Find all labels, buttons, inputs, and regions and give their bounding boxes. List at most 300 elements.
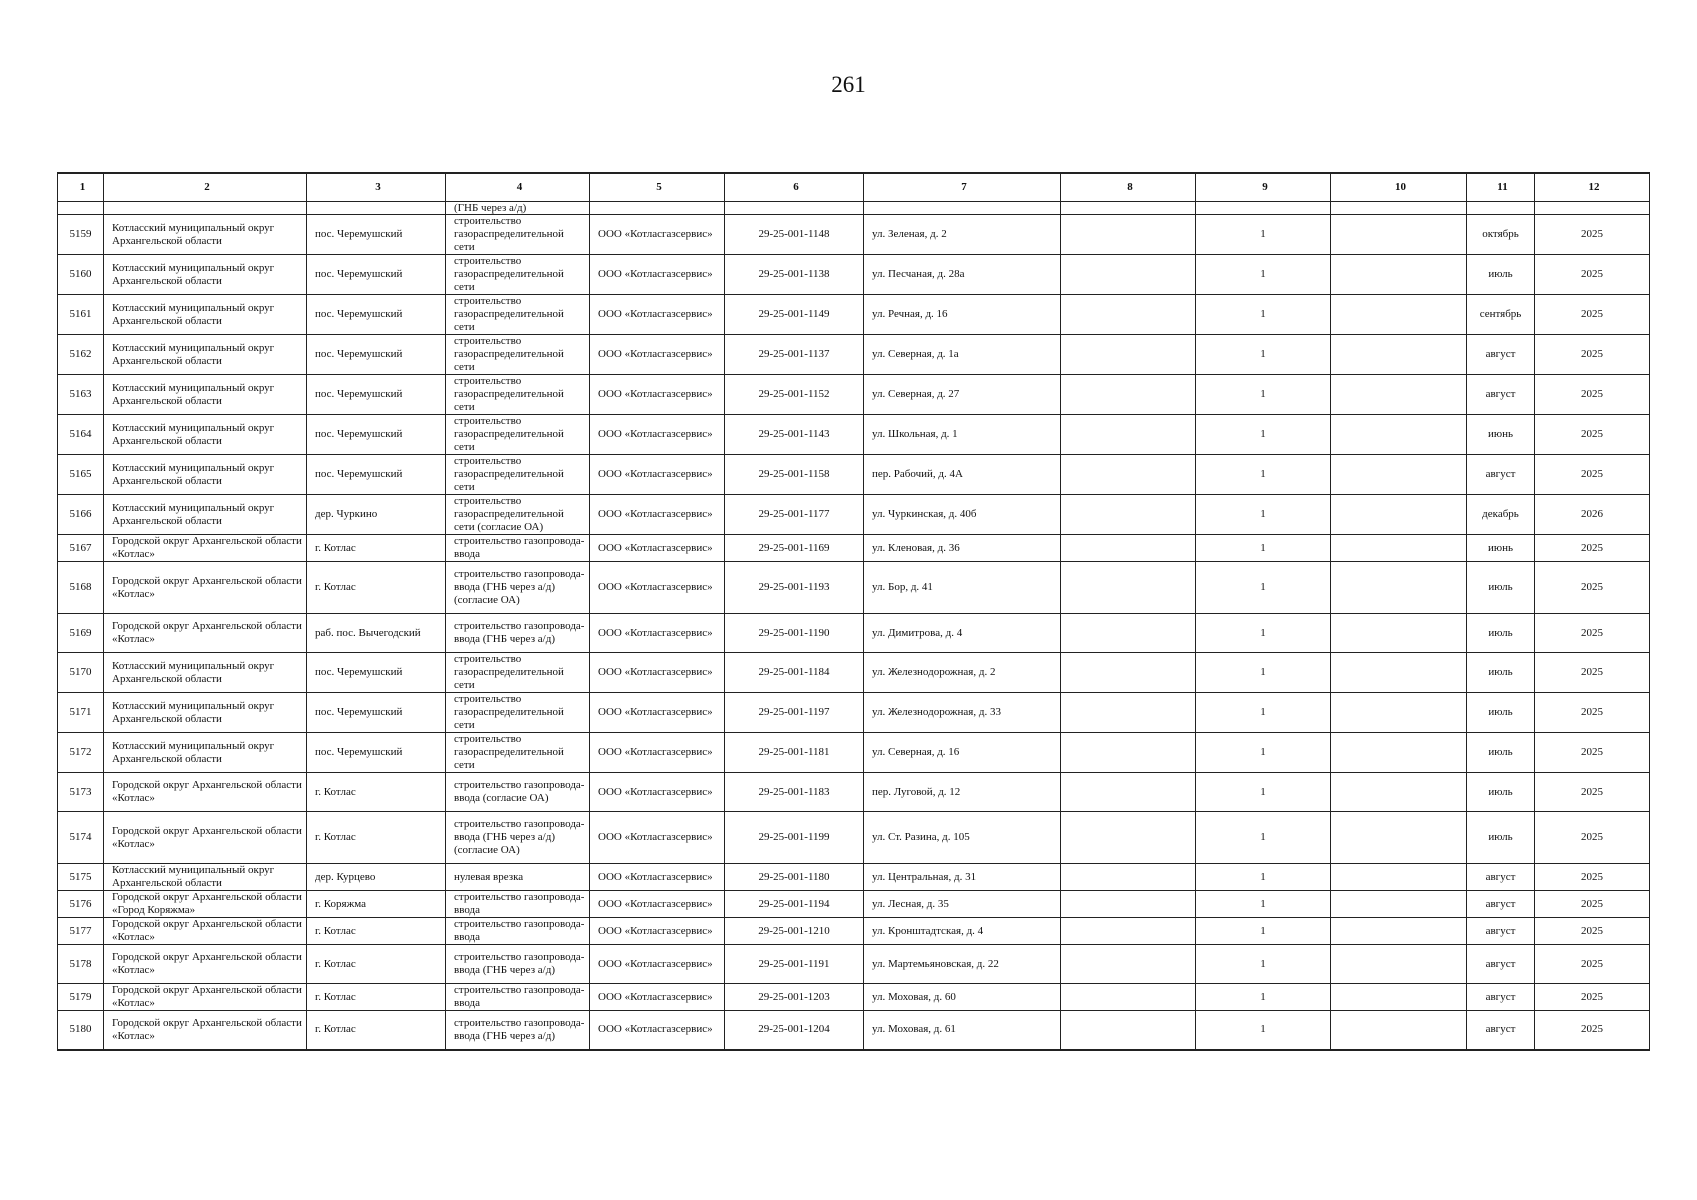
table-cell-n: 5161 <box>58 295 104 335</box>
table-cell-code: 29-25-001-1184 <box>725 653 864 693</box>
table-cell-org: ООО «Котласгазсервис» <box>590 945 725 984</box>
table-cell-c8 <box>1061 891 1196 918</box>
table-cell-district: Котласский муниципальный округ Архангельской области <box>104 255 307 295</box>
table-cell-district: Котласский муниципальный округ Архангельской области <box>104 864 307 891</box>
table-cell-settlement: дер. Чуркино <box>307 495 446 535</box>
table-cell-c10 <box>1331 415 1467 455</box>
table-cell-c9: 1 <box>1196 945 1331 984</box>
table-cell-settlement: пос. Черемушский <box>307 375 446 415</box>
table-cell-work: строительство газопровода-ввода (ГНБ через а/д) <box>446 1011 590 1050</box>
table-cell-settlement: г. Котлас <box>307 984 446 1011</box>
table-cell-org: ООО «Котласгазсервис» <box>590 918 725 945</box>
table-cell-org: ООО «Котласгазсервис» <box>590 335 725 375</box>
table-row <box>58 255 1650 295</box>
table-cell-year: 2025 <box>1535 812 1650 864</box>
table-cell-work: строительство газопровода-ввода (ГНБ через а/д) <box>446 614 590 653</box>
table-cell-c8 <box>1061 215 1196 255</box>
table-row <box>58 562 1650 614</box>
table-cell-work: строительство газопровода-ввода <box>446 984 590 1011</box>
col-header: 3 <box>307 173 446 202</box>
table-row <box>58 812 1650 864</box>
table-cell-work: строительство газопровода-ввода (согласие ОА) <box>446 773 590 812</box>
table-cell-year: 2025 <box>1535 733 1650 773</box>
table-cell-org: ООО «Котласгазсервис» <box>590 614 725 653</box>
table-cell-year: 2025 <box>1535 891 1650 918</box>
table-cell-c8 <box>1061 415 1196 455</box>
table-cell-c10 <box>1331 215 1467 255</box>
table-cell-c10 <box>1331 495 1467 535</box>
table-cell-c10 <box>1331 945 1467 984</box>
table-cell-year: 2025 <box>1535 773 1650 812</box>
table-cell-year: 2025 <box>1535 415 1650 455</box>
table-cell-c8 <box>1061 864 1196 891</box>
table-cell-address: ул. Лесная, д. 35 <box>864 891 1061 918</box>
table-cell-c9: 1 <box>1196 812 1331 864</box>
table-cell-c10 <box>1331 864 1467 891</box>
table-cell-c10 <box>1331 984 1467 1011</box>
table-cell-work: строительство газораспределительной сети <box>446 653 590 693</box>
table-cell-code: 29-25-001-1197 <box>725 693 864 733</box>
table-row <box>58 455 1650 495</box>
table-cell-c9: 1 <box>1196 733 1331 773</box>
table-row <box>58 945 1650 984</box>
table-cell-c10 <box>1331 614 1467 653</box>
table-cell-district: Котласский муниципальный округ Архангельской области <box>104 455 307 495</box>
table-cell <box>1467 202 1535 215</box>
gasification-table <box>57 172 1650 1051</box>
table-cell-c10 <box>1331 1011 1467 1050</box>
table-row <box>58 614 1650 653</box>
table-cell-district: Котласский муниципальный округ Архангельской области <box>104 335 307 375</box>
table-cell-c10 <box>1331 375 1467 415</box>
table-cell-settlement: пос. Черемушский <box>307 693 446 733</box>
table-cell-settlement: дер. Курцево <box>307 864 446 891</box>
table-cell-year: 2025 <box>1535 535 1650 562</box>
table-cell-month: август <box>1467 375 1535 415</box>
table-cell-district: Котласский муниципальный округ Архангельской области <box>104 733 307 773</box>
table-cell-month: август <box>1467 864 1535 891</box>
table-cell-work: строительство газораспределительной сети <box>446 215 590 255</box>
table-cell-month: июль <box>1467 693 1535 733</box>
col-header: 1 <box>58 173 104 202</box>
table-cell-work: строительство газораспределительной сети <box>446 255 590 295</box>
table-cell-n: 5179 <box>58 984 104 1011</box>
table-row <box>58 1011 1650 1050</box>
table-cell-work: строительство газораспределительной сети <box>446 335 590 375</box>
table-cell-code: 29-25-001-1183 <box>725 773 864 812</box>
table-cell-address: ул. Песчаная, д. 28а <box>864 255 1061 295</box>
table-cell-org: ООО «Котласгазсервис» <box>590 415 725 455</box>
table-row <box>58 773 1650 812</box>
table-cell-address: ул. Моховая, д. 60 <box>864 984 1061 1011</box>
table-cell-org: ООО «Котласгазсервис» <box>590 773 725 812</box>
table-row <box>58 335 1650 375</box>
table-cell-org: ООО «Котласгазсервис» <box>590 455 725 495</box>
table-cell-month: июнь <box>1467 415 1535 455</box>
table-cell-c9: 1 <box>1196 864 1331 891</box>
table-cell-district: Городской округ Архангельской области «Котлас» <box>104 812 307 864</box>
table-cell-org: ООО «Котласгазсервис» <box>590 295 725 335</box>
table-cell-c9: 1 <box>1196 255 1331 295</box>
table-cell-org: ООО «Котласгазсервис» <box>590 1011 725 1050</box>
table-cell-address: ул. Северная, д. 1а <box>864 335 1061 375</box>
table-cell-org: ООО «Котласгазсервис» <box>590 984 725 1011</box>
table-cell-code: 29-25-001-1148 <box>725 215 864 255</box>
table-cell-address: ул. Кленовая, д. 36 <box>864 535 1061 562</box>
table-cell-district: Городской округ Архангельской области «Котлас» <box>104 773 307 812</box>
col-header: 5 <box>590 173 725 202</box>
table-row <box>58 415 1650 455</box>
table-cell-year: 2025 <box>1535 335 1650 375</box>
table-cell-year: 2025 <box>1535 255 1650 295</box>
table-cell <box>725 202 864 215</box>
table-cell-district: Городской округ Архангельской области «Котлас» <box>104 614 307 653</box>
table-cell-c10 <box>1331 918 1467 945</box>
table-cell <box>1196 202 1331 215</box>
table-cell-settlement: г. Котлас <box>307 773 446 812</box>
table-cell-settlement: пос. Черемушский <box>307 415 446 455</box>
table-cell-address: ул. Чуркинская, д. 40б <box>864 495 1061 535</box>
table-cell-n: 5180 <box>58 1011 104 1050</box>
table-cell-settlement: г. Котлас <box>307 1011 446 1050</box>
col-header: 11 <box>1467 173 1535 202</box>
table-cell-month: октябрь <box>1467 215 1535 255</box>
table-row <box>58 733 1650 773</box>
table-cell-address: ул. Северная, д. 16 <box>864 733 1061 773</box>
table-cell-address: ул. Центральная, д. 31 <box>864 864 1061 891</box>
table-cell-district: Городской округ Архангельской области «Котлас» <box>104 562 307 614</box>
table-cell-c9: 1 <box>1196 455 1331 495</box>
table-row <box>58 535 1650 562</box>
table-cell-c9: 1 <box>1196 215 1331 255</box>
table-row <box>58 653 1650 693</box>
table-cell-address: ул. Железнодорожная, д. 2 <box>864 653 1061 693</box>
table-cell-c10 <box>1331 733 1467 773</box>
table-cell-district: Городской округ Архангельской области «Город Коряжма» <box>104 891 307 918</box>
table-cell-n: 5172 <box>58 733 104 773</box>
table-cell-n: 5171 <box>58 693 104 733</box>
table-cell-address: ул. Северная, д. 27 <box>864 375 1061 415</box>
header-row <box>58 173 1650 202</box>
table-cell-c10 <box>1331 653 1467 693</box>
table-cell-org: ООО «Котласгазсервис» <box>590 535 725 562</box>
table-cell-code: 29-25-001-1204 <box>725 1011 864 1050</box>
table-cell-c8 <box>1061 984 1196 1011</box>
table-cell-district: Котласский муниципальный округ Архангельской области <box>104 693 307 733</box>
table-cell-work: строительство газораспределительной сети <box>446 375 590 415</box>
table-cell-n: 5166 <box>58 495 104 535</box>
table-cell-month: июнь <box>1467 535 1535 562</box>
table-cell-code: 29-25-001-1210 <box>725 918 864 945</box>
col-header: 8 <box>1061 173 1196 202</box>
table-cell-c9: 1 <box>1196 375 1331 415</box>
table-cell-district: Городской округ Архангельской области «Котлас» <box>104 945 307 984</box>
table-cell-code: 29-25-001-1194 <box>725 891 864 918</box>
table-cell-district: Городской округ Архангельской области «Котлас» <box>104 918 307 945</box>
table-cell-address: ул. Бор, д. 41 <box>864 562 1061 614</box>
table-cell-year: 2025 <box>1535 614 1650 653</box>
table-cell-settlement: пос. Черемушский <box>307 455 446 495</box>
page-number: 261 <box>831 72 866 97</box>
table-cell-settlement: г. Котлас <box>307 812 446 864</box>
table-cell-address: ул. Ст. Разина, д. 105 <box>864 812 1061 864</box>
table-cell-address: ул. Моховая, д. 61 <box>864 1011 1061 1050</box>
table-cell-c8 <box>1061 945 1196 984</box>
table-cell-code: 29-25-001-1158 <box>725 455 864 495</box>
table-cell-code: 29-25-001-1181 <box>725 733 864 773</box>
table-cell-n: 5163 <box>58 375 104 415</box>
table-cell-c9: 1 <box>1196 614 1331 653</box>
table-cell-work: строительство газораспределительной сети (согласие ОА) <box>446 495 590 535</box>
table-cell-work: нулевая врезка <box>446 864 590 891</box>
table-cell-district: Котласский муниципальный округ Архангельской области <box>104 415 307 455</box>
table-cell-org: ООО «Котласгазсервис» <box>590 812 725 864</box>
table-cell-settlement: г. Котлас <box>307 945 446 984</box>
table-cell-n: 5162 <box>58 335 104 375</box>
table-cell-year: 2025 <box>1535 653 1650 693</box>
table-cell-c8 <box>1061 535 1196 562</box>
table-cell-settlement: раб. пос. Вычегодский <box>307 614 446 653</box>
table-cell-work: строительство газораспределительной сети <box>446 295 590 335</box>
table-cell-settlement: г. Котлас <box>307 535 446 562</box>
table-cell-c8 <box>1061 375 1196 415</box>
table-cell-c10 <box>1331 255 1467 295</box>
table-cell-year: 2025 <box>1535 918 1650 945</box>
table-cell-code: 29-25-001-1143 <box>725 415 864 455</box>
table-cell-n: 5178 <box>58 945 104 984</box>
table-cell-work: строительство газопровода-ввода <box>446 918 590 945</box>
table-cell-district: Котласский муниципальный округ Архангельской области <box>104 495 307 535</box>
table-cell-c9: 1 <box>1196 891 1331 918</box>
table-row <box>58 918 1650 945</box>
col-header: 7 <box>864 173 1061 202</box>
table-cell-work: строительство газораспределительной сети <box>446 455 590 495</box>
table-cell-code: 29-25-001-1169 <box>725 535 864 562</box>
table-cell-c8 <box>1061 918 1196 945</box>
table-cell-code: 29-25-001-1180 <box>725 864 864 891</box>
table-cell-org: ООО «Котласгазсервис» <box>590 653 725 693</box>
table-cell-year: 2025 <box>1535 945 1650 984</box>
table-cell <box>1535 202 1650 215</box>
table-cell-n: 5175 <box>58 864 104 891</box>
table-cell-work: строительство газопровода-ввода <box>446 535 590 562</box>
table-cell-org: ООО «Котласгазсервис» <box>590 375 725 415</box>
table-cell-c10 <box>1331 562 1467 614</box>
table-cell-month: август <box>1467 918 1535 945</box>
table-cell-work: строительство газораспределительной сети <box>446 733 590 773</box>
table-cell-org: ООО «Котласгазсервис» <box>590 891 725 918</box>
table-row <box>58 864 1650 891</box>
table-cell-c8 <box>1061 812 1196 864</box>
col-header: 2 <box>104 173 307 202</box>
table-cell-c9: 1 <box>1196 495 1331 535</box>
table-cell-c8 <box>1061 495 1196 535</box>
table-cell-c10 <box>1331 773 1467 812</box>
table-cell: (ГНБ через а/д) <box>446 202 590 215</box>
table-cell-settlement: пос. Черемушский <box>307 335 446 375</box>
table-cell-org: ООО «Котласгазсервис» <box>590 215 725 255</box>
table-cell-n: 5174 <box>58 812 104 864</box>
table-cell-c10 <box>1331 693 1467 733</box>
table-cell-code: 29-25-001-1193 <box>725 562 864 614</box>
table-cell-n: 5159 <box>58 215 104 255</box>
table-cell-settlement: пос. Черемушский <box>307 295 446 335</box>
table-cell-c9: 1 <box>1196 984 1331 1011</box>
table-cell-c9: 1 <box>1196 693 1331 733</box>
table-cell-settlement: пос. Черемушский <box>307 733 446 773</box>
table-cell-address: пер. Луговой, д. 12 <box>864 773 1061 812</box>
table-cell-month: июль <box>1467 733 1535 773</box>
table-cell-district: Городской округ Архангельской области «Котлас» <box>104 535 307 562</box>
col-header: 9 <box>1196 173 1331 202</box>
table-cell-month: август <box>1467 335 1535 375</box>
table-cell-n: 5160 <box>58 255 104 295</box>
table-cell-c10 <box>1331 891 1467 918</box>
table-cell-settlement: г. Котлас <box>307 918 446 945</box>
table-row <box>58 891 1650 918</box>
table-cell-year: 2026 <box>1535 495 1650 535</box>
table-cell-c10 <box>1331 335 1467 375</box>
table-cell-address: ул. Мартемьяновская, д. 22 <box>864 945 1061 984</box>
table-cell-month: июль <box>1467 614 1535 653</box>
table-cell-c8 <box>1061 773 1196 812</box>
table-cell-district: Котласский муниципальный округ Архангельской области <box>104 653 307 693</box>
col-header: 10 <box>1331 173 1467 202</box>
table-cell-c8 <box>1061 693 1196 733</box>
table-cell <box>1331 202 1467 215</box>
table-cell-c9: 1 <box>1196 773 1331 812</box>
table-cell-c9: 1 <box>1196 1011 1331 1050</box>
table-cell-month: август <box>1467 1011 1535 1050</box>
table-cell <box>864 202 1061 215</box>
table-cell-c9: 1 <box>1196 335 1331 375</box>
table-cell-org: ООО «Котласгазсервис» <box>590 495 725 535</box>
table-cell-year: 2025 <box>1535 693 1650 733</box>
table-cell-address: пер. Рабочий, д. 4А <box>864 455 1061 495</box>
table-cell-year: 2025 <box>1535 562 1650 614</box>
table-cell-c9: 1 <box>1196 562 1331 614</box>
table-cell-year: 2025 <box>1535 295 1650 335</box>
table-cell-c8 <box>1061 614 1196 653</box>
table-cell-n: 5176 <box>58 891 104 918</box>
table-cell-month: июль <box>1467 562 1535 614</box>
table-cell-month: декабрь <box>1467 495 1535 535</box>
table-cell-c10 <box>1331 295 1467 335</box>
table-cell-n: 5165 <box>58 455 104 495</box>
table-row <box>58 215 1650 255</box>
table-cell-settlement: пос. Черемушский <box>307 653 446 693</box>
table-cell-c8 <box>1061 1011 1196 1050</box>
col-header: 6 <box>725 173 864 202</box>
table-cell-month: август <box>1467 984 1535 1011</box>
table-cell-work: строительство газопровода-ввода <box>446 891 590 918</box>
table-cell-month: июль <box>1467 255 1535 295</box>
table-cell-month: август <box>1467 455 1535 495</box>
table-cell-c8 <box>1061 295 1196 335</box>
table-cell-code: 29-25-001-1138 <box>725 255 864 295</box>
table-cell-work: строительство газопровода-ввода (ГНБ через а/д) (согласие ОА) <box>446 812 590 864</box>
table-cell-n: 5170 <box>58 653 104 693</box>
table-cell-org: ООО «Котласгазсервис» <box>590 255 725 295</box>
table-cell-c9: 1 <box>1196 918 1331 945</box>
table-cell-district: Котласский муниципальный округ Архангельской области <box>104 375 307 415</box>
table-cell-n: 5168 <box>58 562 104 614</box>
table-cell-address: ул. Школьная, д. 1 <box>864 415 1061 455</box>
table-cell <box>104 202 307 215</box>
table-cell-district: Котласский муниципальный округ Архангельской области <box>104 295 307 335</box>
table-cell-code: 29-25-001-1149 <box>725 295 864 335</box>
table-cell-code: 29-25-001-1152 <box>725 375 864 415</box>
table-cell-district: Городской округ Архангельской области «Котлас» <box>104 1011 307 1050</box>
table-cell-code: 29-25-001-1137 <box>725 335 864 375</box>
table-cell-org: ООО «Котласгазсервис» <box>590 864 725 891</box>
table-cell-c9: 1 <box>1196 295 1331 335</box>
table-cell-year: 2025 <box>1535 864 1650 891</box>
table-cell-settlement: пос. Черемушский <box>307 215 446 255</box>
table-cell-c8 <box>1061 255 1196 295</box>
table-cell-c8 <box>1061 335 1196 375</box>
table-cell-org: ООО «Котласгазсервис» <box>590 693 725 733</box>
continuation-row <box>58 202 1650 215</box>
table-cell <box>1061 202 1196 215</box>
table-cell-address: ул. Димитрова, д. 4 <box>864 614 1061 653</box>
table-cell-month: июль <box>1467 812 1535 864</box>
table-cell-c8 <box>1061 653 1196 693</box>
table-cell-year: 2025 <box>1535 375 1650 415</box>
table-cell-org: ООО «Котласгазсервис» <box>590 733 725 773</box>
table-cell-work: строительство газораспределительной сети <box>446 415 590 455</box>
table-cell-n: 5177 <box>58 918 104 945</box>
table-cell-address: ул. Речная, д. 16 <box>864 295 1061 335</box>
col-header: 4 <box>446 173 590 202</box>
table-cell-year: 2025 <box>1535 984 1650 1011</box>
table-cell-c8 <box>1061 733 1196 773</box>
table-cell-district: Городской округ Архангельской области «Котлас» <box>104 984 307 1011</box>
table-row <box>58 375 1650 415</box>
table-cell <box>307 202 446 215</box>
table-cell-code: 29-25-001-1190 <box>725 614 864 653</box>
table-cell-year: 2025 <box>1535 215 1650 255</box>
table-cell-n: 5164 <box>58 415 104 455</box>
table-cell-work: строительство газопровода-ввода (ГНБ через а/д) <box>446 945 590 984</box>
table-cell-org: ООО «Котласгазсервис» <box>590 562 725 614</box>
table-cell-settlement: пос. Черемушский <box>307 255 446 295</box>
table-row <box>58 495 1650 535</box>
table-cell-work: строительство газораспределительной сети <box>446 693 590 733</box>
table-cell-district: Котласский муниципальный округ Архангельской области <box>104 215 307 255</box>
table-row <box>58 984 1650 1011</box>
table-cell-address: ул. Кронштадтская, д. 4 <box>864 918 1061 945</box>
table-cell-month: июль <box>1467 773 1535 812</box>
table-cell-address: ул. Зеленая, д. 2 <box>864 215 1061 255</box>
table-cell-c9: 1 <box>1196 653 1331 693</box>
table-cell-code: 29-25-001-1199 <box>725 812 864 864</box>
table-cell-month: август <box>1467 945 1535 984</box>
table-cell-n: 5169 <box>58 614 104 653</box>
table-cell-code: 29-25-001-1203 <box>725 984 864 1011</box>
table-cell-c10 <box>1331 455 1467 495</box>
table-cell-month: июль <box>1467 653 1535 693</box>
table-cell-address: ул. Железнодорожная, д. 33 <box>864 693 1061 733</box>
table-cell-year: 2025 <box>1535 455 1650 495</box>
table-row <box>58 693 1650 733</box>
col-header: 12 <box>1535 173 1650 202</box>
table-cell-n: 5167 <box>58 535 104 562</box>
table-row <box>58 295 1650 335</box>
table-cell-c8 <box>1061 455 1196 495</box>
table-cell-n: 5173 <box>58 773 104 812</box>
table-cell-work: строительство газопровода-ввода (ГНБ через а/д) (согласие ОА) <box>446 562 590 614</box>
